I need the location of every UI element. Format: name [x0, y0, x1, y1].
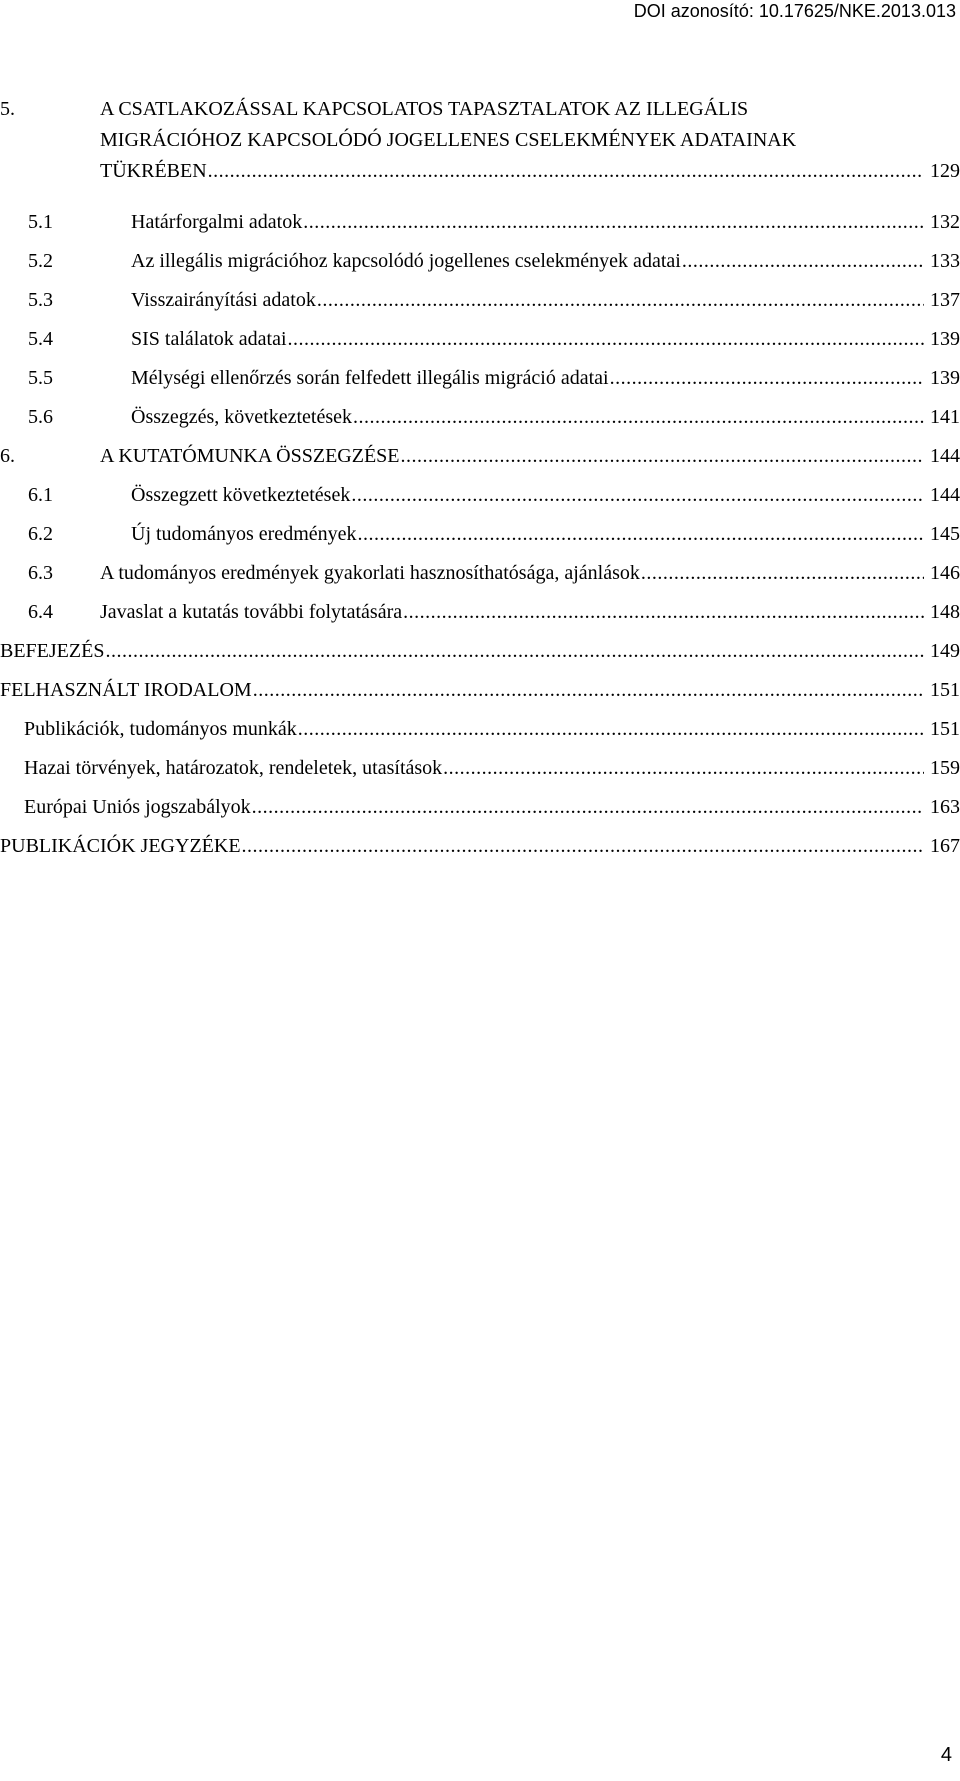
toc-entry[interactable] — [0, 710, 960, 749]
toc-entry[interactable] — [0, 437, 960, 476]
toc-entry-title: PUBLIKÁCIÓK JEGYZÉKE — [0, 835, 241, 857]
toc-entry-title: BEFEJEZÉS — [0, 640, 105, 662]
toc-entry-number: 5.6 — [28, 406, 53, 428]
toc-entry[interactable] — [0, 281, 960, 320]
toc-entry[interactable] — [0, 359, 960, 398]
toc-entry-number: 5.3 — [28, 289, 53, 311]
dot-leader — [403, 599, 924, 626]
toc-entry-title: A KUTATÓMUNKA ÖSSZEGZÉSE — [100, 445, 400, 467]
dot-leader — [105, 638, 924, 665]
dot-leader — [242, 833, 924, 860]
toc-entry-title: Európai Uniós jogszabályok — [24, 796, 251, 818]
toc-entry-title-line3: TÜKRÉBEN — [100, 160, 207, 182]
toc-entry-title: Új tudományos eredmények — [131, 523, 357, 545]
toc-entry-number: 6. — [0, 445, 15, 467]
dot-leader — [252, 794, 924, 821]
toc-entry-number: 5.2 — [28, 250, 53, 272]
toc-entry-number: 6.1 — [28, 484, 53, 506]
toc-entry[interactable] — [0, 320, 960, 359]
toc-entry-page: 139 — [930, 328, 960, 350]
toc-entry-number: 6.4 — [28, 601, 53, 623]
dot-leader — [253, 677, 924, 704]
toc-entry-page: 133 — [930, 250, 960, 272]
dot-leader — [682, 248, 924, 275]
toc-entry[interactable] — [0, 515, 960, 554]
page-number: 4 — [940, 1744, 952, 1766]
toc-entry-page: 151 — [930, 679, 960, 701]
toc-entry-title: Hazai törvények, határozatok, rendeletek, utasítások — [24, 757, 443, 779]
toc-entry-page: 139 — [930, 367, 960, 389]
toc-entry[interactable] — [0, 398, 960, 437]
dot-leader — [353, 404, 924, 431]
toc-entry-page: 141 — [930, 406, 960, 428]
toc-entry[interactable] — [0, 86, 960, 203]
toc-entry-number: 6.3 — [28, 562, 53, 584]
toc-entry-page: 144 — [930, 445, 960, 467]
dot-leader — [288, 326, 924, 353]
dot-leader — [610, 365, 924, 392]
dot-leader — [358, 521, 925, 548]
toc-entry[interactable] — [0, 671, 960, 710]
toc-entry-page: 163 — [930, 796, 960, 818]
toc-entry[interactable] — [0, 593, 960, 632]
dot-leader — [298, 716, 924, 743]
toc-entry-page: 167 — [930, 835, 960, 857]
toc-entry-page: 132 — [930, 211, 960, 233]
dot-leader — [443, 755, 924, 782]
dot-leader — [208, 158, 924, 185]
toc-entry-title: Publikációk, tudományos munkák — [24, 718, 297, 740]
toc-entry-page: 144 — [930, 484, 960, 506]
toc-entry-title: Javaslat a kutatás további folytatására — [100, 601, 403, 623]
toc-entry-page: 151 — [930, 718, 960, 740]
toc-entry-page: 148 — [930, 601, 960, 623]
toc-entry-title-line1: A CSATLAKOZÁSSAL KAPCSOLATOS TAPASZTALATOK AZ ILLEGÁLIS — [100, 98, 749, 120]
toc-entry-page: 129 — [930, 160, 960, 182]
toc-entry[interactable] — [0, 632, 960, 671]
dot-leader — [401, 443, 924, 470]
toc-entry[interactable] — [0, 554, 960, 593]
toc-entry-number: 5.5 — [28, 367, 53, 389]
dot-leader — [641, 560, 924, 587]
dot-leader — [303, 209, 924, 236]
toc-entry[interactable] — [0, 827, 960, 866]
toc-entry-title: Összegzett következtetések — [131, 484, 351, 506]
toc-entry-number: 6.2 — [28, 523, 53, 545]
toc-entry-title: Határforgalmi adatok — [131, 211, 303, 233]
toc-entry-page: 146 — [930, 562, 960, 584]
toc-entry[interactable] — [0, 476, 960, 515]
toc-entry-title: FELHASZNÁLT IRODALOM — [0, 679, 252, 701]
toc-entry-title: Visszairányítási adatok — [131, 289, 316, 311]
dot-leader — [317, 287, 924, 314]
toc-entry[interactable] — [0, 242, 960, 281]
doi-header: DOI azonosító: 10.17625/NKE.2013.013 — [633, 1, 956, 21]
toc-entry-page: 145 — [930, 523, 960, 545]
toc-entry-title: Mélységi ellenőrzés során felfedett illegális migráció adatai — [131, 367, 609, 389]
toc-entry-number: 5.1 — [28, 211, 53, 233]
toc-entry-number: 5. — [0, 98, 15, 120]
table-of-contents — [0, 86, 960, 866]
toc-entry-page: 159 — [930, 757, 960, 779]
toc-entry-title: Összegzés, következtetések — [131, 406, 353, 428]
toc-entry[interactable] — [0, 788, 960, 827]
toc-entry-number: 5.4 — [28, 328, 53, 350]
toc-entry-page: 137 — [930, 289, 960, 311]
toc-entry-title-line2: MIGRÁCIÓHOZ KAPCSOLÓDÓ JOGELLENES CSELEKMÉNYEK ADATAINAK — [100, 129, 797, 151]
toc-entry-title: A tudományos eredmények gyakorlati hasznosíthatósága, ajánlások — [100, 562, 640, 584]
toc-entry-title: SIS találatok adatai — [131, 328, 287, 350]
toc-entry-title: Az illegális migrációhoz kapcsolódó jogellenes cselekmények adatai — [131, 250, 681, 272]
toc-entry[interactable] — [0, 749, 960, 788]
toc-entry[interactable] — [0, 203, 960, 242]
dot-leader — [351, 482, 924, 509]
toc-entry-page: 149 — [930, 640, 960, 662]
